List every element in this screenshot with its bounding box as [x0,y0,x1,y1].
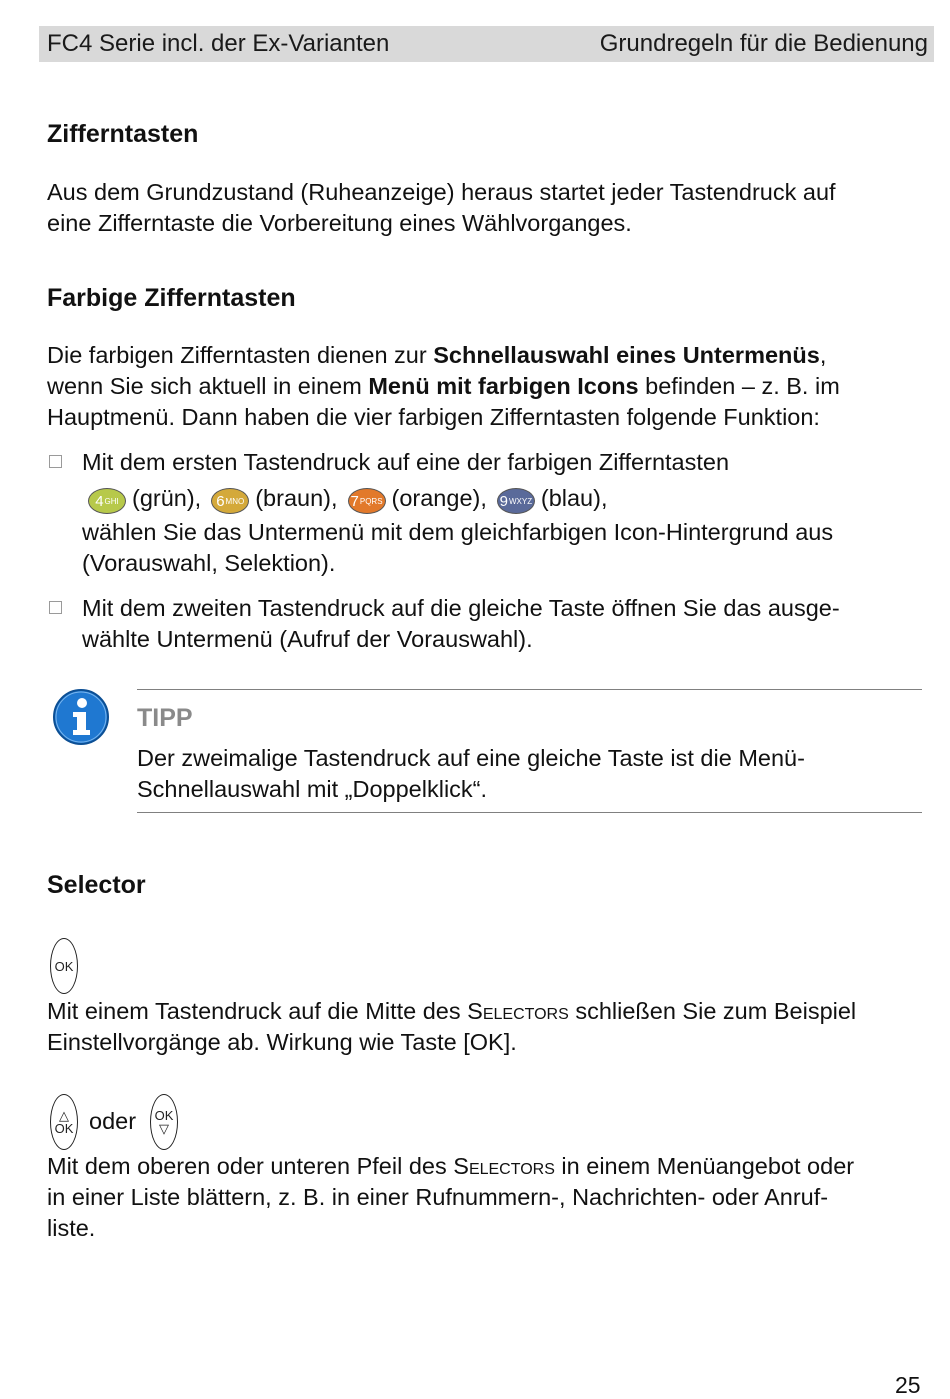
text-line: Einstellvorgänge ab. Wirkung wie Taste [OK]. [47,1029,517,1055]
key-digit: 7 [350,492,359,510]
key-4-green-icon [88,488,126,514]
bold-text: Menü mit farbigen Icons [368,373,639,399]
bullet-1-line1: Mit dem ersten Tastendruck auf eine der farbigen Zifferntasten [82,449,730,475]
selector-down-icon [150,1094,178,1150]
paragraph-selector-center [47,996,927,1058]
text-segment: in einem Menüangebot oder [554,1153,855,1179]
ok-label: OK [54,958,74,974]
text-segment: Mit dem oberen oder unteren Pfeil des [47,1153,454,1179]
key-6-brown-icon [211,488,249,514]
key-letters: PQRS [359,496,383,506]
ok-label: OK [154,1108,174,1123]
key-label: (orange), [391,484,487,511]
key-digit: 6 [216,492,225,510]
header-left: FC4 Serie incl. der Ex-Varianten [47,30,390,57]
oder-text: oder [89,1108,137,1134]
key-7-orange-icon [348,488,386,514]
text-line: liste. [47,1215,96,1241]
text-segment: Mit einem Tastendruck auf die Mitte des [47,998,468,1024]
text-segment: , [819,342,827,368]
text-line: Aus dem Grundzustand (Ruheanzeige) heraus startet jeder Tastendruck auf [47,179,836,205]
ok-label: OK [54,1121,74,1136]
text-line: (Vorauswahl, Selektion). [82,550,336,576]
text-line: in einer Liste blättern, z. B. in einer Rufnummern-, Nachrichten- oder Anruf- [47,1184,829,1210]
selectors-term: Selectors [453,1153,555,1179]
color-keys-row [82,479,608,517]
text-line: wählen Sie das Untermenü mit dem gleichfarbigen Icon-Hintergrund aus [82,519,834,545]
text-segment: Die farbigen Zifferntasten dienen zur [47,342,434,368]
tip-title: TIPP [137,704,193,732]
text-line: wählte Untermenü (Aufruf der Vorauswahl). [82,626,533,652]
bold-text: Schnellauswahl eines Untermenüs [433,342,820,368]
page-header [39,26,934,62]
info-icon [52,688,110,746]
heading-farbige-zifferntasten: Farbige Zifferntasten [47,284,296,312]
header-right: Grundregeln für die Bedienung [599,30,928,57]
key-letters: GHI [104,496,119,506]
key-label: (blau), [540,484,608,511]
key-digit: 9 [499,492,508,510]
text-line: eine Zifferntaste die Vorbereitung eines Wählvorganges. [47,210,632,236]
tip-bottom-rule [137,812,922,813]
page-number: 25 [895,1372,921,1398]
paragraph-farbige-zifferntasten [47,340,927,433]
selectors-term: Selectors [467,998,569,1024]
text-line: Der zweimalige Tastendruck auf eine gleiche Taste ist die Menü- [137,745,805,771]
bullet-square [49,455,62,468]
paragraph-zifferntasten [47,177,927,239]
text-segment: schließen Sie zum Beispiel [568,998,857,1024]
bullet-square [49,601,62,614]
text-segment: wenn Sie sich aktuell in einem [47,373,369,399]
text-line: Mit dem zweiten Tastendruck auf die gleiche Taste öffnen Sie das ausge- [82,595,840,621]
key-digit: 4 [95,492,104,510]
key-9-blue-icon [497,488,535,514]
selector-up-icon [50,1094,78,1150]
key-letters: WXYZ [509,496,533,506]
tip-text [137,743,917,805]
heading-selector: Selector [47,871,146,899]
text-segment: befinden – z. B. im [638,373,840,399]
down-arrow-icon: ▽ [159,1121,169,1136]
key-label: (braun), [255,484,338,511]
text-line: Schnellauswahl mit „Doppelklick“. [137,776,488,802]
bullet-2 [82,593,922,655]
tip-top-rule [137,689,922,690]
selector-ok-icon [50,938,78,994]
bullet-1-continuation [82,517,922,579]
up-arrow-icon: △ [59,1108,69,1123]
key-label: (grün), [132,484,202,511]
paragraph-selector-arrows [47,1151,927,1244]
text-line: Hauptmenü. Dann haben die vier farbigen Zifferntasten folgende Funktion: [47,404,820,430]
key-letters: MNO [225,496,245,506]
heading-zifferntasten: Zifferntasten [47,120,199,148]
